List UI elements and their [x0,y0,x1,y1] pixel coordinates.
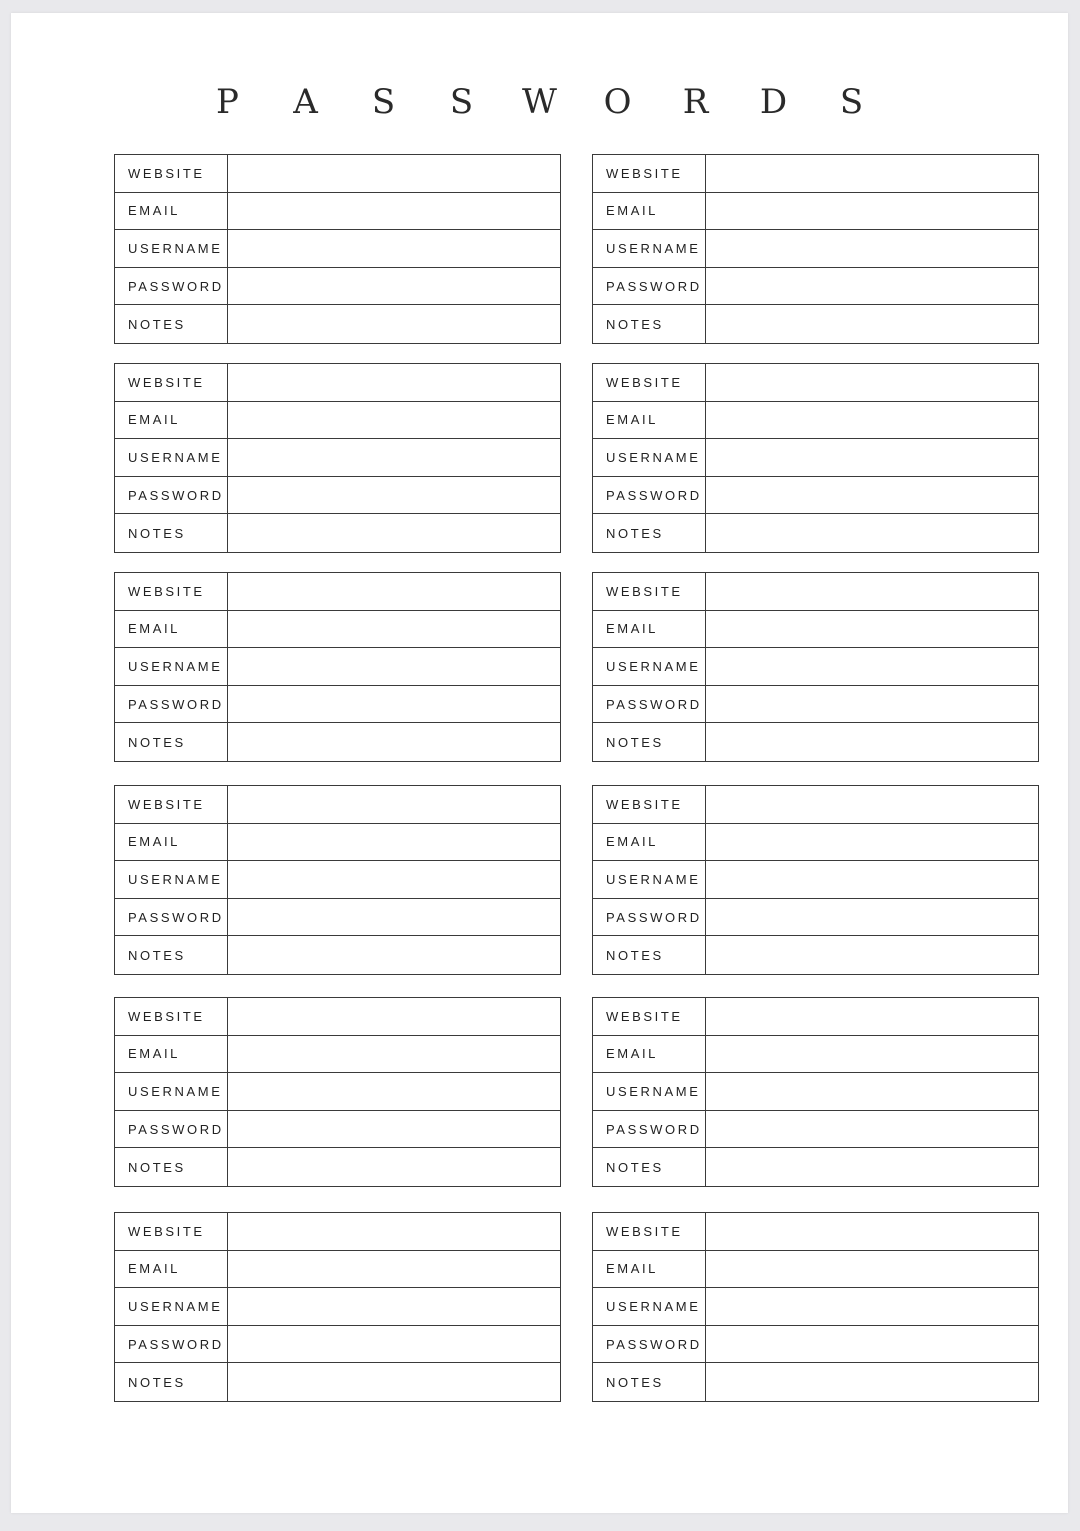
username-field[interactable] [706,648,1038,685]
website-label: WEBSITE [593,573,706,610]
password-label: PASSWORD [593,477,706,514]
notes-row [593,305,1038,343]
notes-row [593,514,1038,552]
password-field[interactable] [228,899,560,936]
notes-label: NOTES [593,1363,706,1401]
email-label: EMAIL [593,611,706,648]
username-row [115,230,560,268]
username-label: USERNAME [593,1073,706,1110]
notes-field[interactable] [706,305,1038,343]
website-label: WEBSITE [593,998,706,1035]
notes-field[interactable] [228,1148,560,1186]
website-row [593,573,1038,611]
website-label: WEBSITE [115,786,228,823]
website-label: WEBSITE [593,786,706,823]
page-title-letter: D [759,82,788,122]
password-row [115,477,560,515]
password-entry-card [592,572,1039,762]
notes-label: NOTES [115,1148,228,1186]
website-label: WEBSITE [593,364,706,401]
email-field[interactable] [228,402,560,439]
username-row [115,1288,560,1326]
password-entry-card [592,154,1039,344]
website-row [115,364,560,402]
password-field[interactable] [706,1326,1038,1363]
password-entry-card [114,363,561,553]
password-row [593,1111,1038,1149]
username-label: USERNAME [593,230,706,267]
email-label: EMAIL [593,824,706,861]
notes-row [115,936,560,974]
password-field[interactable] [228,686,560,723]
username-label: USERNAME [593,1288,706,1325]
password-label: PASSWORD [115,686,228,723]
notes-label: NOTES [115,305,228,343]
password-row [115,1111,560,1149]
website-field[interactable] [228,998,560,1035]
website-label: WEBSITE [115,998,228,1035]
notes-row [593,936,1038,974]
password-label: PASSWORD [115,899,228,936]
page-title [11,80,1068,128]
email-row [115,402,560,440]
password-row [593,268,1038,306]
notes-row [593,1148,1038,1186]
password-label: PASSWORD [593,1111,706,1148]
website-label: WEBSITE [593,155,706,192]
email-label: EMAIL [115,611,228,648]
page-title-letter: R [682,82,709,122]
website-field[interactable] [228,364,560,401]
username-field[interactable] [706,439,1038,476]
email-field[interactable] [706,402,1038,439]
password-row [593,899,1038,937]
notes-field[interactable] [706,723,1038,761]
notes-row [593,1363,1038,1401]
notes-label: NOTES [593,1148,706,1186]
website-label: WEBSITE [593,1213,706,1250]
notes-row [115,305,560,343]
email-field[interactable] [228,193,560,230]
email-field[interactable] [706,1251,1038,1288]
username-label: USERNAME [115,1288,228,1325]
website-field[interactable] [228,573,560,610]
password-entry-card [592,785,1039,975]
password-entry-card [114,785,561,975]
username-label: USERNAME [115,439,228,476]
password-row [593,1326,1038,1364]
username-label: USERNAME [115,1073,228,1110]
website-field[interactable] [706,573,1038,610]
email-row [593,824,1038,862]
username-row [593,648,1038,686]
email-row [593,193,1038,231]
username-label: USERNAME [115,230,228,267]
email-field[interactable] [228,824,560,861]
password-entry-card [114,997,561,1187]
username-row [593,1288,1038,1326]
username-row [115,439,560,477]
website-label: WEBSITE [115,155,228,192]
password-entry-card [592,1212,1039,1402]
username-label: USERNAME [593,648,706,685]
username-field[interactable] [228,1288,560,1325]
website-row [115,786,560,824]
notes-field[interactable] [706,514,1038,552]
email-row [115,611,560,649]
password-label: PASSWORD [115,268,228,305]
email-row [115,1036,560,1074]
website-row [593,998,1038,1036]
website-field[interactable] [228,1213,560,1250]
password-label: PASSWORD [115,1326,228,1363]
username-field[interactable] [228,648,560,685]
notes-field[interactable] [706,1148,1038,1186]
website-field[interactable] [706,786,1038,823]
website-row [593,786,1038,824]
email-row [593,611,1038,649]
website-field[interactable] [706,364,1038,401]
password-field[interactable] [228,477,560,514]
password-label: PASSWORD [593,686,706,723]
username-row [593,861,1038,899]
notes-field[interactable] [228,936,560,974]
email-row [115,824,560,862]
username-field[interactable] [228,1073,560,1110]
username-field[interactable] [706,1073,1038,1110]
email-field[interactable] [706,193,1038,230]
email-row [593,402,1038,440]
password-label: PASSWORD [593,268,706,305]
email-row [593,1036,1038,1074]
password-row [593,477,1038,515]
username-label: USERNAME [593,861,706,898]
username-label: USERNAME [115,861,228,898]
website-field[interactable] [228,155,560,192]
username-label: USERNAME [593,439,706,476]
email-field[interactable] [706,824,1038,861]
website-label: WEBSITE [115,364,228,401]
password-row [115,899,560,937]
password-row [115,1326,560,1364]
password-label: PASSWORD [115,1111,228,1148]
website-row [593,364,1038,402]
notes-row [115,514,560,552]
website-row [115,573,560,611]
notes-field[interactable] [228,1363,560,1401]
username-row [115,861,560,899]
password-label: PASSWORD [593,1326,706,1363]
notes-label: NOTES [593,723,706,761]
page-title-letter: O [603,82,632,122]
website-label: WEBSITE [115,1213,228,1250]
notes-label: NOTES [115,1363,228,1401]
username-field[interactable] [706,861,1038,898]
notes-row [115,723,560,761]
username-field[interactable] [706,230,1038,267]
notes-field[interactable] [228,305,560,343]
username-row [593,230,1038,268]
email-label: EMAIL [593,1036,706,1073]
notes-label: NOTES [593,936,706,974]
website-field[interactable] [706,1213,1038,1250]
website-row [593,1213,1038,1251]
username-field[interactable] [706,1288,1038,1325]
username-field[interactable] [228,439,560,476]
website-row [115,155,560,193]
username-field[interactable] [228,861,560,898]
email-field[interactable] [228,1251,560,1288]
notes-label: NOTES [115,514,228,552]
notes-label: NOTES [115,723,228,761]
username-row [115,648,560,686]
username-row [593,439,1038,477]
notes-row [593,723,1038,761]
password-field[interactable] [228,1326,560,1363]
website-row [115,1213,560,1251]
password-field[interactable] [706,268,1038,305]
notes-row [115,1148,560,1186]
page-title-letter: W [522,82,557,122]
password-field[interactable] [706,477,1038,514]
email-field[interactable] [706,611,1038,648]
email-label: EMAIL [115,1036,228,1073]
username-label: USERNAME [115,648,228,685]
page-title-letter: S [449,82,474,122]
notes-label: NOTES [593,514,706,552]
password-row [115,686,560,724]
notes-field[interactable] [706,936,1038,974]
password-field[interactable] [228,1111,560,1148]
email-label: EMAIL [115,1251,228,1288]
notes-field[interactable] [228,723,560,761]
email-row [115,1251,560,1289]
website-label: WEBSITE [115,573,228,610]
website-field[interactable] [706,998,1038,1035]
username-field[interactable] [228,230,560,267]
email-row [593,1251,1038,1289]
password-field[interactable] [228,268,560,305]
email-label: EMAIL [115,193,228,230]
notes-label: NOTES [593,305,706,343]
website-row [593,155,1038,193]
page-title-letter: A [293,82,318,122]
username-row [115,1073,560,1111]
website-field[interactable] [706,155,1038,192]
website-row [115,998,560,1036]
password-row [115,268,560,306]
email-field[interactable] [228,1036,560,1073]
notes-field[interactable] [706,1363,1038,1401]
notes-label: NOTES [115,936,228,974]
page-title-letter: S [839,82,864,122]
password-entry-card [114,572,561,762]
email-row [115,193,560,231]
password-field[interactable] [706,899,1038,936]
username-row [593,1073,1038,1111]
email-label: EMAIL [593,193,706,230]
password-entry-card [592,363,1039,553]
email-label: EMAIL [115,402,228,439]
password-label: PASSWORD [593,899,706,936]
email-label: EMAIL [115,824,228,861]
password-entry-card [592,997,1039,1187]
website-field[interactable] [228,786,560,823]
password-field[interactable] [706,1111,1038,1148]
password-entry-card [114,1212,561,1402]
email-field[interactable] [228,611,560,648]
page-title-letter: P [216,82,239,122]
password-label: PASSWORD [115,477,228,514]
page-title-letter: S [371,82,396,122]
email-field[interactable] [706,1036,1038,1073]
password-field[interactable] [706,686,1038,723]
notes-field[interactable] [228,514,560,552]
password-row [593,686,1038,724]
notes-row [115,1363,560,1401]
password-entry-card [114,154,561,344]
email-label: EMAIL [593,402,706,439]
email-label: EMAIL [593,1251,706,1288]
